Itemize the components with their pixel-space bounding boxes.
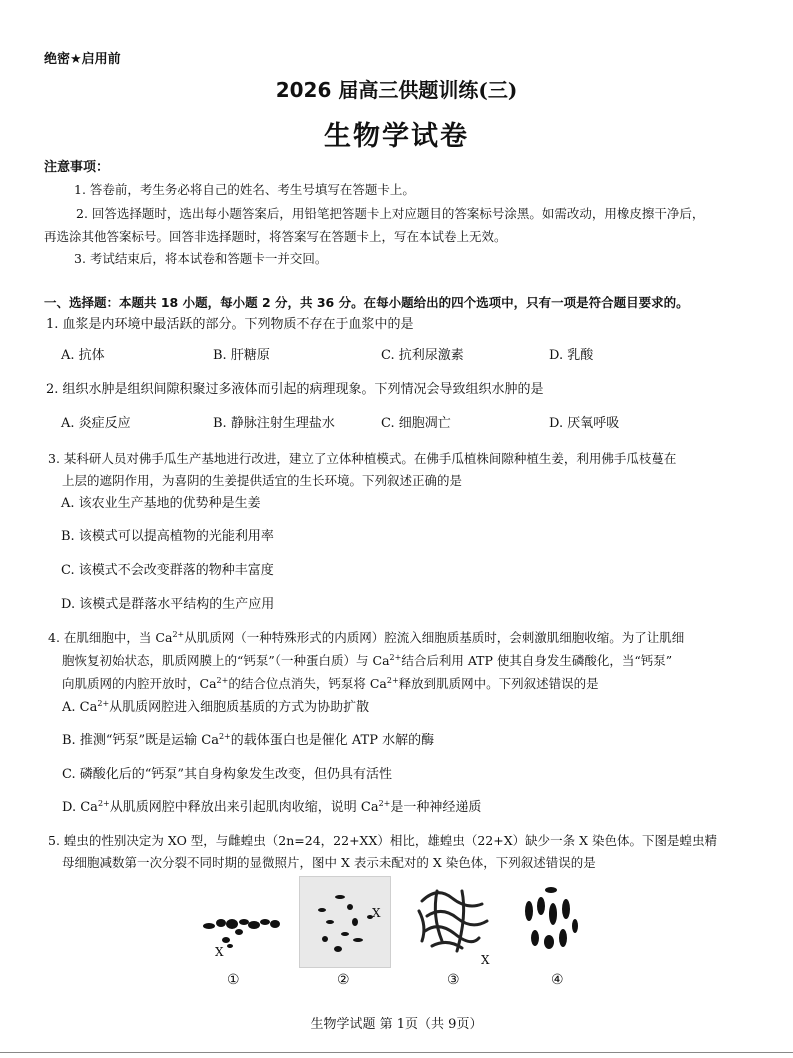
figure-label-2: ②: [337, 972, 350, 988]
calcium-symbol: Ca: [372, 653, 390, 668]
title-rest: 届高三供题训练(三): [331, 78, 518, 102]
calcium-symbol: Ca: [155, 630, 173, 645]
option-text: 肝糖原: [230, 348, 270, 363]
question-2-text: 组织水肿是组织间隙积聚过多液体而引起的病理现象。下列情况会导致组织水肿的是: [62, 382, 544, 397]
text-fragment: 向肌质网的内腔开放时，: [62, 676, 200, 691]
notice-item-1: 1. 答卷前，考生务必将自己的姓名、考生号填写在答题卡上。: [74, 182, 415, 197]
footer-divider: [0, 1052, 793, 1053]
x-chromosome-label: X: [481, 953, 490, 966]
figure-label-4: ④: [551, 972, 564, 988]
question-4-stem-line-2: [62, 651, 672, 669]
option-text: 抗利尿激素: [398, 348, 464, 363]
question-5-number: 5.: [48, 833, 60, 848]
calcium-symbol: Ca: [369, 676, 387, 691]
question-1-option-b: [213, 344, 270, 363]
micrograph-panel-2: [299, 876, 391, 968]
option-letter: A.: [61, 348, 75, 363]
question-5-stem-line-2: 母细胞减数第一次分裂不同时期的显微照片，图中 X 表示未配对的 X 染色体，下列叙述错误的是: [62, 855, 596, 870]
question-2-option-c: [381, 412, 451, 431]
option-text: 厌氧呼吸: [567, 416, 620, 431]
question-3-stem-line-2: 上层的遮阴作用，为喜阴的生姜提供适宜的生长环境。下列叙述正确的是: [62, 473, 463, 488]
question-4-option-b: [62, 729, 434, 748]
question-4-option-d: [62, 796, 481, 815]
confidential-mark: 绝密★启用前: [44, 52, 121, 67]
charge-superscript: 2+: [378, 799, 391, 808]
text-fragment: 释放到肌质网中。下列叙述错误的是: [398, 676, 599, 691]
figure-label-3: ③: [447, 972, 460, 988]
question-2-number: 2.: [46, 382, 59, 397]
question-1-stem: [46, 313, 414, 332]
text-fragment: A.: [62, 700, 80, 715]
question-3-option-c: [61, 559, 274, 578]
micrograph-panel-1: [199, 876, 285, 966]
question-3-text: 某科研人员对佛手瓜生产基地进行改进，建立了立体种植模式。在佛手瓜植株间隙种植生姜，利用佛手瓜枝蔓在: [63, 451, 677, 466]
chromosome-image-3: [407, 876, 497, 966]
option-text: 该模式不会改变群落的物种丰富度: [78, 563, 274, 578]
option-letter: C.: [381, 348, 395, 363]
question-2-option-a: [61, 412, 131, 431]
question-5-stem-line-1: [48, 831, 717, 849]
option-letter: B.: [61, 529, 75, 544]
calcium-symbol: Ca: [201, 733, 219, 748]
option-letter: A.: [61, 416, 75, 431]
text-fragment: 从肌质网腔中释放出来引起肌肉收缩，说明: [109, 800, 361, 815]
chromosome-image-2: [300, 877, 390, 967]
text-fragment: 从肌质网（一种特殊形式的内质网）腔流入细胞质基质时，会刺激肌细胞收缩。为了让肌细: [184, 630, 685, 645]
option-letter: B.: [213, 348, 227, 363]
calcium-symbol: Ca: [80, 800, 98, 815]
micrograph-panel-3: [407, 876, 497, 966]
option-letter: D.: [549, 416, 564, 431]
notice-item-3: 3. 考试结束后，将本试卷和答题卡一并交回。: [74, 251, 328, 266]
option-letter: C.: [61, 563, 75, 578]
notice-item-2-cont: 再选涂其他答案标号。回答非选择题时，将答案写在答题卡上，写在本试卷上无效。: [44, 229, 507, 244]
charge-superscript: 2+: [386, 676, 399, 685]
chromosome-image-4: [511, 876, 591, 966]
question-1-number: 1.: [46, 317, 59, 332]
option-text: 细胞凋亡: [398, 416, 451, 431]
text-fragment: 结合后利用 ATP 使其自身发生磷酸化，当“钙泵”: [401, 653, 673, 668]
text-fragment: 从肌质网腔进入细胞质基质的方式为协助扩散: [109, 700, 370, 715]
text-fragment: D.: [62, 800, 81, 815]
question-1-text: 血浆是内环境中最活跃的部分。下列物质不存在于血浆中的是: [62, 317, 414, 332]
question-3-option-b: [61, 525, 274, 544]
question-5-text: 蝗虫的性别决定为 XO 型，与雌蝗虫（2n=24，22+XX）相比，雄蝗虫（22+X）缺少一条 X 染色体。下图是蝗虫精: [63, 833, 717, 848]
notice-heading: 注意事项：: [44, 160, 110, 175]
chromosome-image-1: [199, 876, 285, 966]
text-fragment: 胞恢复初始状态，肌质网膜上的“钙泵”（一种蛋白质）与: [62, 653, 373, 668]
question-4-stem-line-3: [62, 674, 599, 692]
option-letter: D.: [549, 348, 564, 363]
question-1-option-d: [549, 344, 593, 363]
question-3-option-d: [61, 593, 274, 612]
micrograph-panel-4: [511, 876, 591, 966]
question-4-option-c: C. 磷酸化后的“钙泵”其自身构象发生改变，但仍具有活性: [62, 767, 393, 782]
calcium-symbol: Ca: [79, 700, 98, 715]
question-1-option-c: [381, 344, 464, 363]
title-year: 2026: [275, 78, 332, 102]
question-4-option-a: [62, 696, 369, 715]
charge-superscript: 2+: [218, 732, 231, 741]
calcium-symbol: Ca: [199, 676, 217, 691]
question-2-stem: [46, 378, 544, 397]
charge-superscript: 2+: [172, 630, 185, 639]
exam-series-title: [0, 74, 793, 103]
charge-superscript: 2+: [97, 799, 110, 808]
option-text: 该模式可以提高植物的光能利用率: [78, 529, 274, 544]
question-2-option-b: [213, 412, 335, 431]
option-text: 该模式是群落水平结构的生产应用: [79, 597, 275, 612]
figure-label-1: ①: [227, 972, 240, 988]
text-fragment: 是一种神经递质: [390, 800, 482, 815]
question-1-option-a: [61, 344, 105, 363]
option-text: 该农业生产基地的优势种是生姜: [78, 496, 261, 511]
question-3-option-a: [61, 492, 261, 511]
question-2-option-d: [549, 412, 619, 431]
option-letter: D.: [61, 597, 76, 612]
question-3-stem-line-1: [48, 449, 676, 467]
exam-title: 生物学试卷: [324, 121, 469, 152]
question-3-number: 3.: [48, 451, 60, 466]
option-letter: C.: [381, 416, 395, 431]
option-text: 乳酸: [567, 348, 594, 363]
question-4-number: 4.: [48, 630, 60, 645]
notice-item-2: 2. 回答选择题时，选出每小题答案后，用铅笔把答题卡上对应题目的答案标号涂黑。如需改动，用橡皮擦干净后，: [76, 206, 705, 221]
calcium-symbol: Ca: [360, 800, 379, 815]
chromosome-micrograph-figure: [199, 874, 593, 990]
text-fragment: 在肌细胞中，当: [63, 630, 156, 645]
page-footer: 生物学试题 第 1页（共 9页）: [310, 1017, 483, 1032]
option-text: 炎症反应: [78, 416, 131, 431]
x-chromosome-label: X: [215, 945, 224, 959]
text-fragment: 的载体蛋白也是催化 ATP 水解的酶: [230, 733, 435, 748]
section-heading: 一、选择题：本题共 18 小题，每小题 2 分，共 36 分。在每小题给出的四个选项中，只有一项是符合题目要求的。: [44, 295, 689, 310]
text-fragment: 的结合位点消失，钙泵将: [228, 676, 370, 691]
charge-superscript: 2+: [216, 676, 229, 685]
charge-superscript: 2+: [97, 699, 110, 708]
option-text: 抗体: [78, 348, 105, 363]
option-letter: B.: [213, 416, 227, 431]
question-4-stem-line-1: [48, 628, 684, 646]
x-chromosome-label: X: [372, 906, 381, 920]
text-fragment: B. 推测“钙泵”既是运输: [62, 733, 202, 748]
charge-superscript: 2+: [389, 653, 402, 662]
option-text: 静脉注射生理盐水: [230, 416, 335, 431]
option-letter: A.: [61, 496, 75, 511]
